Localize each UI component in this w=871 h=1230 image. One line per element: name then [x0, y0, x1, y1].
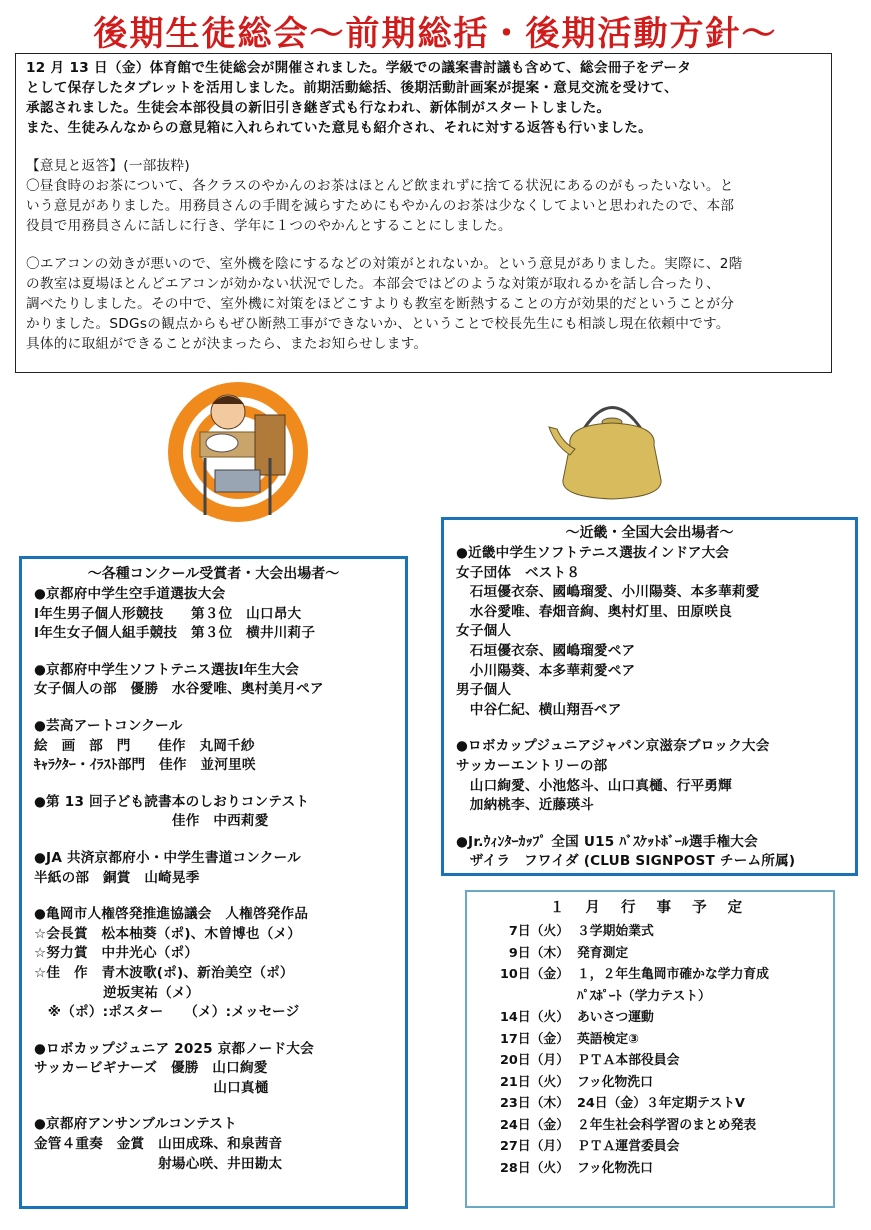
schedule-row [477, 1136, 823, 1158]
national-heading: 〜近畿・全国大会出場者〜 [565, 525, 734, 541]
award-line: ☆努力賞 中井光心（ポ） [34, 945, 199, 962]
national-line: 女子個人 [456, 623, 512, 640]
schedule-date: 9日（木） [508, 945, 569, 961]
schedule-date: 20日（月） [500, 1053, 569, 1068]
schedule-event: ＰＴＡ本部役員会 [577, 1053, 680, 1068]
schedule-event: フッ化物洗口 [577, 1074, 653, 1090]
schedule-row [477, 964, 823, 986]
january-schedule-box [465, 890, 835, 1208]
award-line: 射場心咲、井田勘太 [34, 1155, 283, 1172]
schedule-date [477, 986, 577, 1008]
schedule-list [477, 921, 823, 1179]
award-line: ｷｬﾗｸﾀｰ・ｲﾗｽﾄ部門 佳作 並河里咲 [34, 757, 256, 774]
national-line: 小川陽葵、本多華莉愛ペア [456, 662, 636, 679]
schedule-date: 28日（火） [500, 1160, 569, 1176]
schedule-row [477, 1007, 823, 1029]
award-line: ●芸高アートコンクール [34, 717, 183, 734]
schedule-row [477, 1050, 823, 1072]
schedule-date: 10日（金） [500, 967, 569, 982]
national-line: 山口絢愛、小池悠斗、山口真樋、行平勇輝 [456, 777, 732, 794]
schedule-event: あいさつ運動 [577, 1010, 654, 1025]
opinions-heading: 【意見と返答】(一部抜粋) [26, 158, 191, 174]
award-line: Ⅰ年生男子個人形競技 第３位 山口昂大 [34, 605, 302, 622]
schedule-date: 27日（月） [500, 1139, 569, 1154]
schedule-event: 24日（金）３年定期テストⅤ [577, 1096, 745, 1111]
opinion-line: 役員で用務員さんに話しに行き、学年に１つのやかんとすることにしました。 [26, 218, 512, 234]
intro-line: 承認されました。生徒会本部役員の新旧引き継ぎ式も行なわれ、新体制がスタートしました。 [26, 100, 611, 116]
national-line: 加納桃李、近藤瑛斗 [456, 797, 594, 814]
schedule-row [477, 1029, 823, 1051]
award-line: 女子個人の部 優勝 水谷愛唯、奥村美月ペア [34, 681, 324, 698]
award-line: 山口真樋 [34, 1079, 269, 1096]
award-line: 逆坂実祐（メ） [34, 984, 200, 1001]
national-line: 石垣優衣奈、國嶋瑠愛ペア [456, 642, 636, 659]
schedule-row [477, 1115, 823, 1137]
national-line: ●ロボカップジュニアジャパン京滋奈ブロック大会 [456, 738, 770, 755]
schedule-date: 14日（火） [500, 1010, 569, 1025]
opinion-line: 具体的に取組ができることが決まったら、またお知らせします。 [26, 336, 428, 352]
general-meeting-report [15, 53, 832, 373]
opinion-line: いう意見がありました。用務員さんの手間を減らすためにもやかんのお茶は少なくしてよいと思われたので、本部 [26, 198, 735, 214]
intro-line: 12 月 13 日（金）体育館で生徒総会が開催されました。学級での議案書討議も含めて、総会冊子をデータ [26, 60, 692, 76]
award-line: ☆会長賞 松本柚葵（ポ)、木曽博也（メ） [34, 925, 302, 942]
intro-line: として保存したタブレットを活用しました。前期活動総括、後期活動計画案が提案・意見交流を受けて、 [26, 80, 679, 96]
award-line: Ⅰ年生女子個人組手競技 第３位 横井川莉子 [34, 625, 316, 642]
schedule-event: フッ化物洗口 [577, 1160, 653, 1176]
hot-student-illustration [160, 380, 320, 525]
opinion-line: かりました。SDGsの観点からもぜひ断熱工事ができないか、ということで校長先生にも相談し現在依頼中です。 [26, 316, 730, 332]
schedule-date: 17日（金） [500, 1031, 569, 1047]
schedule-row [477, 1072, 823, 1094]
national-line: ●Jr.ｳｨﾝﾀｰｶｯﾌﾟ 全国 U15 ﾊﾞｽｹｯﾄﾎﾞｰﾙ選手権大会 [456, 833, 758, 850]
national-line: 女子団体 ベスト８ [456, 564, 581, 581]
schedule-date: 7日（火） [508, 924, 569, 939]
national-line: 石垣優衣奈、國嶋瑠愛、小川陽葵、本多華莉愛 [456, 584, 760, 601]
schedule-row [477, 921, 823, 943]
schedule-heading: １ 月 行 事 予 定 [549, 900, 751, 916]
schedule-date: 24日（金） [500, 1117, 569, 1133]
opinion-line: 調べたりしました。その中で、室外機に対策をほどこすよりも教室を断熱することの方が効果的だということが分 [26, 296, 735, 312]
awards-box [19, 556, 408, 1209]
national-line: 男子個人 [456, 682, 512, 699]
schedule-event: ＰＴＡ運営委員会 [577, 1139, 680, 1154]
intro-line: また、生徒みんなからの意見箱に入れられていた意見も紹介され、それに対する返答も行いました。 [26, 120, 653, 136]
kettle-illustration [545, 385, 680, 505]
award-line: ●京都府中学生空手道選抜大会 [34, 586, 226, 602]
national-tournament-box [441, 517, 858, 876]
award-line: ☆佳 作 青木波歌(ポ)、新治美空（ポ） [34, 964, 294, 981]
award-line: ●京都府中学生ソフトテニス選抜Ⅰ年生大会 [34, 661, 300, 678]
schedule-event: １，２年生亀岡市確かな学力育成 [577, 967, 769, 982]
schedule-event: ３学期始業式 [577, 924, 654, 939]
award-line: ※（ポ）:ポスター （メ）:メッセージ [34, 1004, 300, 1021]
awards-heading: 〜各種コンクール受賞者・大会出場者〜 [87, 566, 340, 582]
award-line: ●第 13 回子ども読書本のしおりコンテスト [34, 793, 310, 810]
award-line: ●ロボカップジュニア 2025 京都ノード大会 [34, 1040, 314, 1057]
national-line: ●近畿中学生ソフトテニス選抜インドア大会 [456, 545, 730, 561]
schedule-row [477, 986, 823, 1008]
national-line: 水谷愛唯、春畑音絢、奥村灯里、田原咲良 [456, 603, 732, 620]
opinion-line: の教室は夏場ほとんどエアコンが効かない状況でした。本部会ではどのような対策が取れるかを話し合ったり、 [26, 276, 721, 292]
schedule-event: ﾊﾟｽﾎﾟｰﾄ（学力テスト） [577, 988, 711, 1004]
award-line: 金管４重奏 金賞 山田成珠、和泉茜音 [34, 1136, 283, 1153]
opinion-line: 〇昼食時のお茶について、各クラスのやかんのお茶はほとんど飲まれずに捨てる状況にあるのがもったいない。と [26, 178, 734, 194]
award-line: 絵 画 部 門 佳作 丸岡千紗 [34, 737, 255, 754]
schedule-row [477, 1093, 823, 1115]
award-line: ●JA 共済京都府小・中学生書道コンクール [34, 849, 301, 866]
award-line: ●亀岡市人権啓発推進協議会 人権啓発作品 [34, 906, 309, 923]
page-title: 後期生徒総会〜前期総括・後期活動方針〜 [93, 14, 778, 54]
award-line: ●京都府アンサンブルコンテスト [34, 1116, 237, 1133]
schedule-event: ２年生社会科学習のまとめ発表 [577, 1117, 757, 1133]
national-line: 中谷仁紀、横山翔吾ペア [456, 701, 622, 718]
schedule-event: 英語検定③ [577, 1031, 640, 1047]
schedule-row [477, 943, 823, 965]
national-line: サッカーエントリーの部 [456, 757, 608, 774]
award-line: サッカービギナーズ 優勝 山口絢愛 [34, 1060, 268, 1077]
award-line: 佳作 中西莉愛 [34, 813, 269, 830]
national-line: ザイラ フワイダ (CLUB SIGNPOST チーム所属) [456, 853, 796, 870]
schedule-event: 発育測定 [577, 945, 629, 961]
schedule-date: 23日（木） [500, 1096, 569, 1111]
schedule-row [477, 1158, 823, 1180]
award-line: 半紙の部 銅賞 山崎晃季 [34, 869, 200, 886]
opinion-line: 〇エアコンの効きが悪いので、室外機を陰にするなどの対策がとれないか。という意見がありました。実際に、2階 [26, 256, 743, 272]
schedule-date: 21日（火） [500, 1074, 569, 1090]
